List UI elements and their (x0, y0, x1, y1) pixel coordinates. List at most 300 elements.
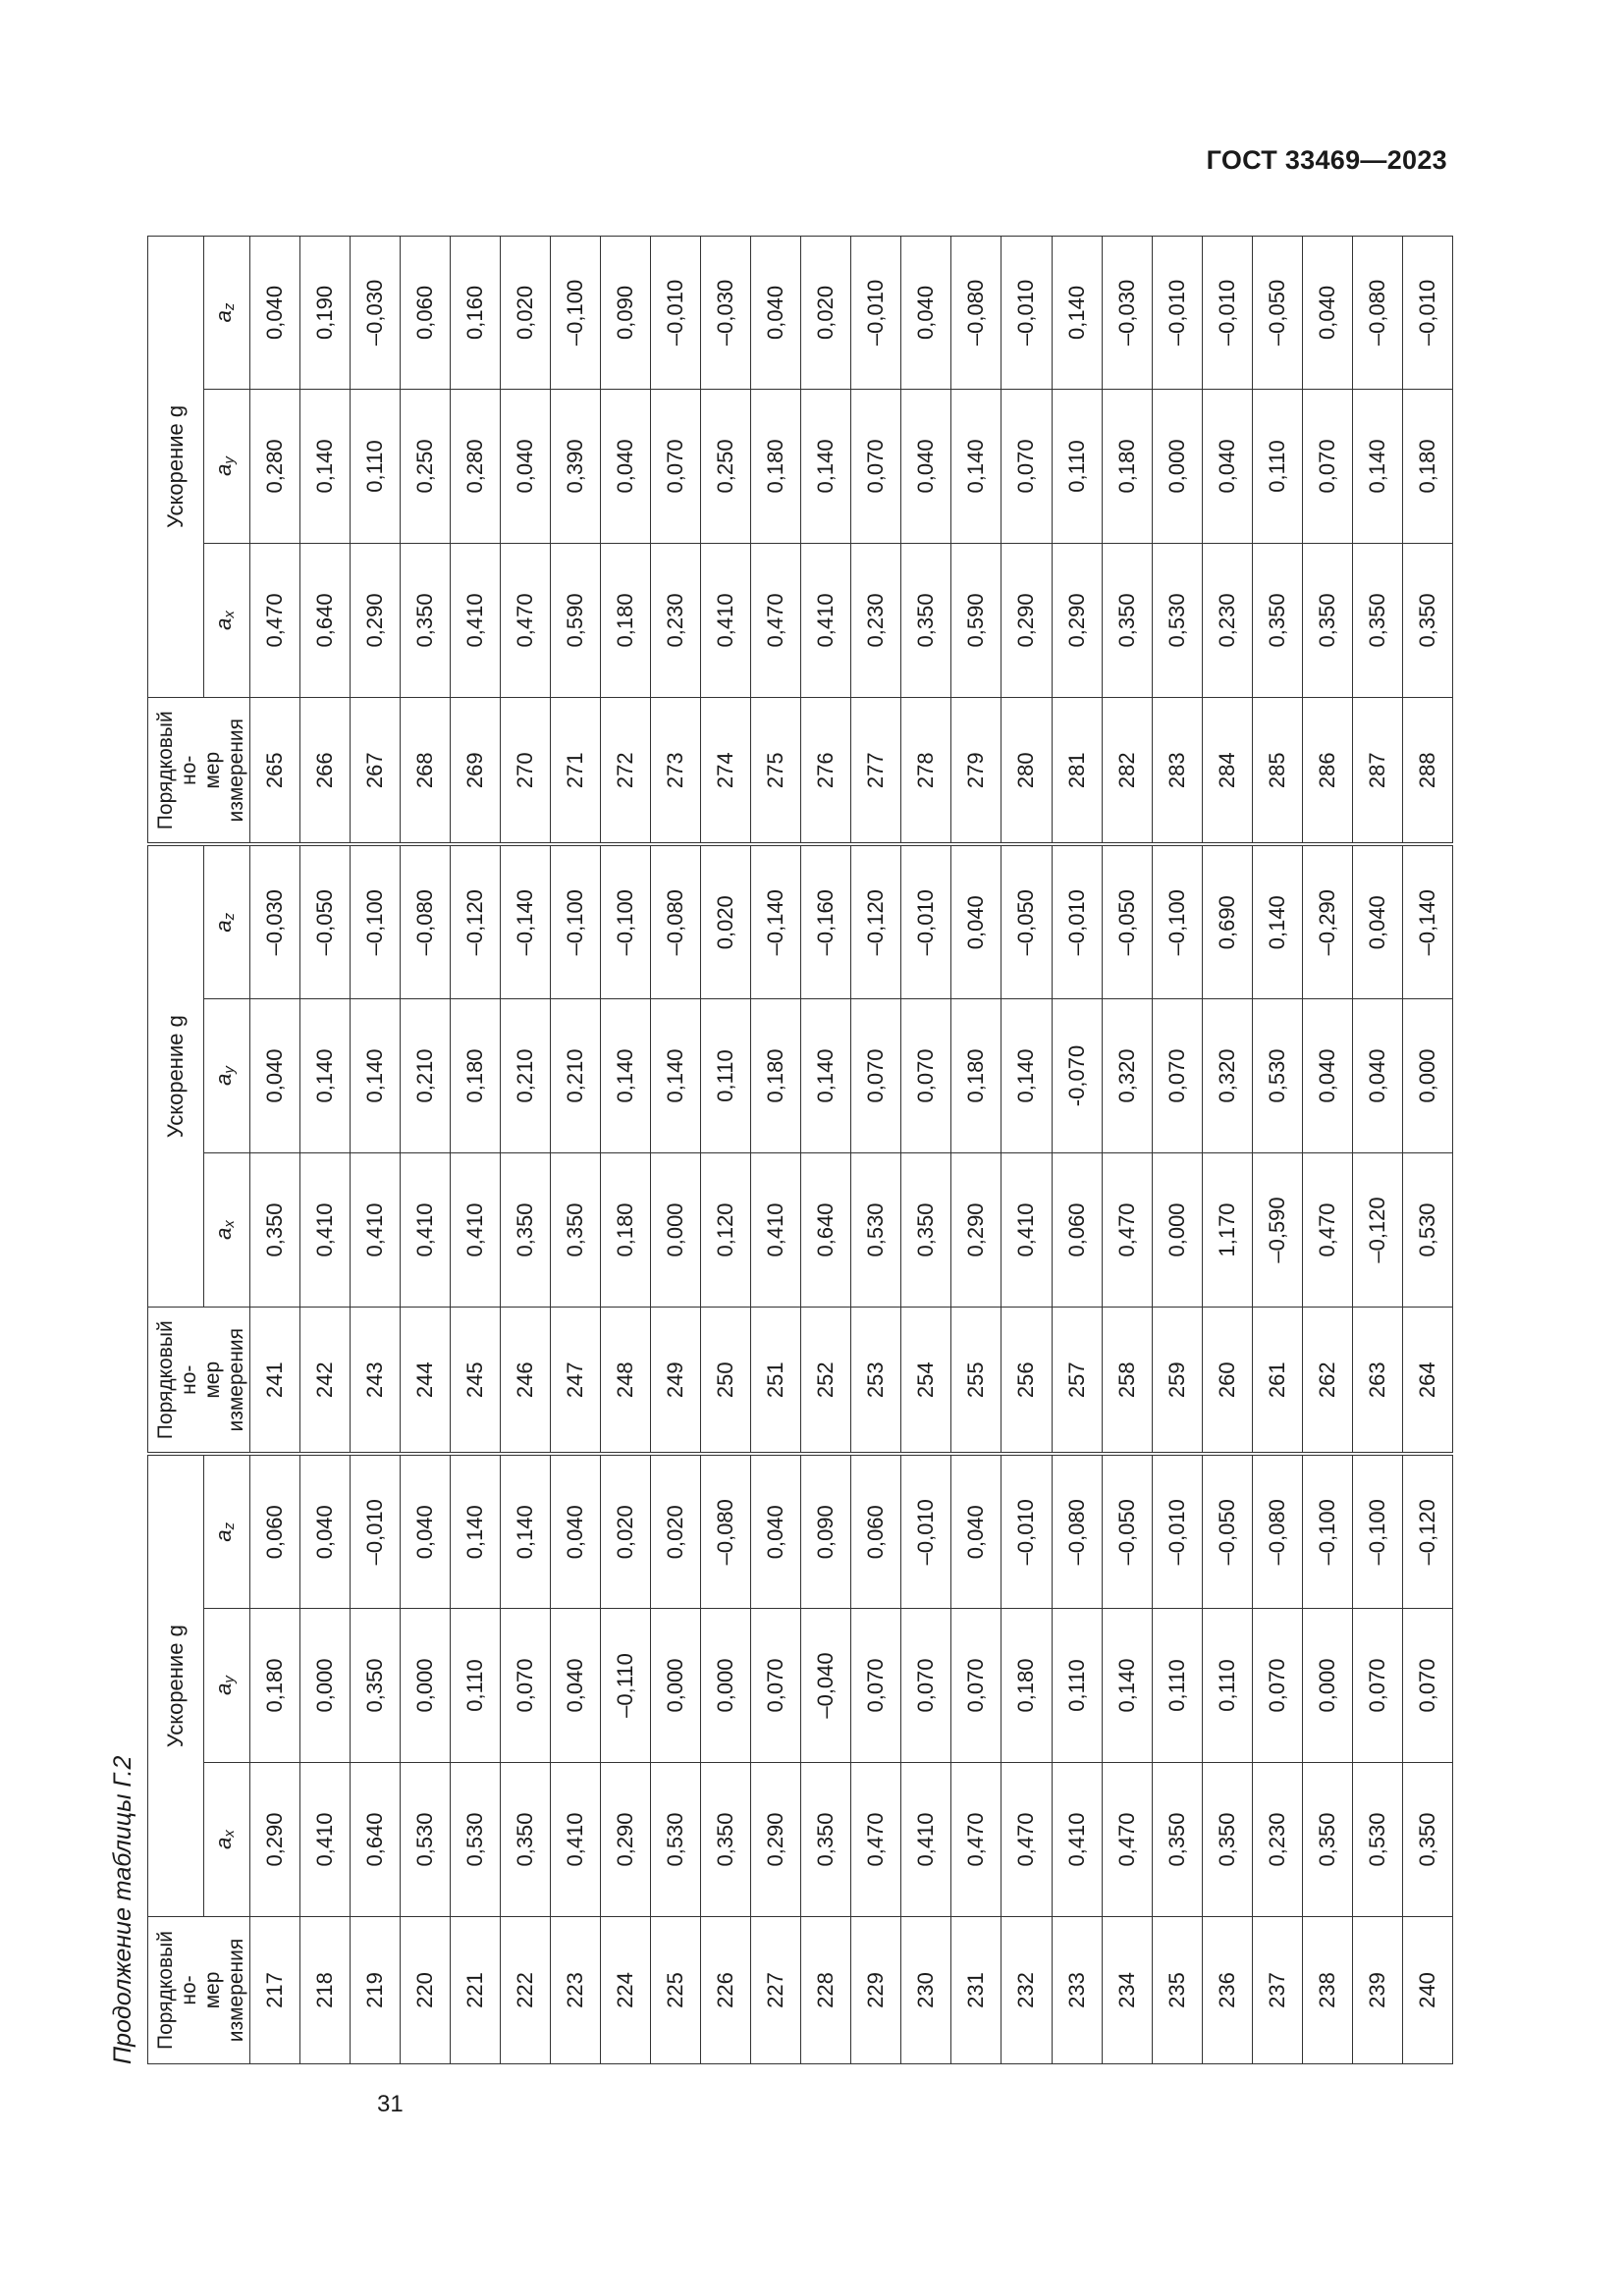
cell-ay: 0,140 (300, 389, 351, 543)
table-row (801, 236, 851, 2063)
cell-ax: 0,350 (551, 1152, 601, 1307)
cell-az: –0,050 (1102, 844, 1152, 998)
cell-az: 0,140 (501, 1454, 551, 1608)
cell-ay: 0,320 (1102, 998, 1152, 1152)
cell-measurement-number: 241 (250, 1307, 300, 1454)
cell-ax: 0,060 (1052, 1152, 1102, 1307)
table-header (148, 236, 250, 2063)
axis-index: z (221, 912, 238, 921)
cell-ax: 0,350 (901, 1152, 951, 1307)
cell-ax: 0,350 (1352, 543, 1402, 697)
axis-index: y (221, 1676, 238, 1683)
table-row (1052, 236, 1102, 2063)
axis-symbol: a (211, 1682, 236, 1695)
cell-ay: 0,180 (1001, 1609, 1052, 1763)
cell-az: –0,080 (701, 1454, 751, 1608)
cell-ax: 0,180 (601, 543, 651, 697)
cell-ax: 0,350 (501, 1152, 551, 1307)
cell-measurement-number: 260 (1202, 1307, 1252, 1454)
table-row (951, 236, 1001, 2063)
cell-measurement-number: 218 (300, 1917, 351, 2064)
cell-az: 0,060 (401, 236, 451, 389)
cell-ay: –0,040 (801, 1609, 851, 1763)
cell-az: 0,140 (1252, 844, 1302, 998)
cell-ay: 0,180 (1102, 389, 1152, 543)
cell-measurement-number: 268 (401, 697, 451, 844)
cell-az: –0,100 (601, 844, 651, 998)
cell-measurement-number: 288 (1402, 697, 1452, 844)
cell-measurement-number: 263 (1352, 1307, 1402, 1454)
cell-measurement-number: 262 (1302, 1307, 1352, 1454)
cell-ay: 0,280 (451, 389, 501, 543)
cell-ax: 0,590 (951, 543, 1001, 697)
table-row (451, 236, 501, 2063)
cell-measurement-number: 287 (1352, 697, 1402, 844)
cell-ax: 0,410 (451, 1152, 501, 1307)
cell-az: –0,140 (751, 844, 801, 998)
cell-ax: 0,230 (851, 543, 901, 697)
cell-az: –0,140 (1402, 844, 1452, 998)
cell-ay: 0,250 (701, 389, 751, 543)
cell-ay: 0,000 (651, 1609, 701, 1763)
cell-measurement-number: 243 (351, 1307, 401, 1454)
cell-ax: 0,350 (1102, 543, 1152, 697)
cell-ay: 0,140 (651, 998, 701, 1152)
cell-ax: 0,350 (1302, 1763, 1352, 1917)
cell-ay: 0,070 (1402, 1609, 1452, 1763)
cell-ax: 0,530 (1402, 1152, 1452, 1307)
cell-az: 0,020 (801, 236, 851, 389)
cell-measurement-number: 238 (1302, 1917, 1352, 2064)
cell-measurement-number: 234 (1102, 1917, 1152, 2064)
cell-ax: 0,640 (351, 1763, 401, 1917)
table-row (1202, 236, 1252, 2063)
cell-ax: 0,350 (1202, 1763, 1252, 1917)
cell-ax: 0,640 (801, 1152, 851, 1307)
cell-measurement-number: 259 (1152, 1307, 1202, 1454)
cell-ay: 0,210 (401, 998, 451, 1152)
cell-ay: 0,110 (351, 389, 401, 543)
cell-measurement-number: 229 (851, 1917, 901, 2064)
cell-ax: 0,530 (851, 1152, 901, 1307)
cell-ax: 0,290 (1052, 543, 1102, 697)
cell-ay: 0,110 (1052, 389, 1102, 543)
axis-symbol: a (211, 1227, 236, 1240)
cell-ay: –0,110 (601, 1609, 651, 1763)
cell-ay: 0,070 (901, 998, 951, 1152)
cell-az: –0,010 (1202, 236, 1252, 389)
cell-ay: 0,140 (1352, 389, 1402, 543)
axis-index: x (221, 1220, 238, 1228)
cell-az: –0,030 (1102, 236, 1152, 389)
cell-measurement-number: 231 (951, 1917, 1001, 2064)
axis-index: y (221, 456, 238, 464)
cell-ax: 0,530 (1352, 1763, 1402, 1917)
cell-ay: 0,140 (1001, 998, 1052, 1152)
cell-ay: 0,110 (1202, 1609, 1252, 1763)
cell-ay: 0,180 (451, 998, 501, 1152)
cell-ax: 0,530 (451, 1763, 501, 1917)
cell-ax: 0,470 (1001, 1763, 1052, 1917)
cell-ax: 0,350 (701, 1763, 751, 1917)
cell-ay: 0,070 (951, 1609, 1001, 1763)
axis-index: x (221, 611, 238, 618)
cell-measurement-number: 236 (1202, 1917, 1252, 2064)
table-row (751, 236, 801, 2063)
cell-ax: 0,410 (901, 1763, 951, 1917)
cell-ax: 0,350 (1302, 543, 1352, 697)
cell-az: –0,050 (1202, 1454, 1252, 1608)
cell-measurement-number: 240 (1402, 1917, 1452, 2064)
cell-ay: 0,140 (351, 998, 401, 1152)
cell-measurement-number: 269 (451, 697, 501, 844)
cell-measurement-number: 233 (1052, 1917, 1102, 2064)
cell-ax: 1,170 (1202, 1152, 1252, 1307)
cell-az: 0,040 (751, 236, 801, 389)
cell-ax: 0,640 (300, 543, 351, 697)
cell-az: 0,060 (250, 1454, 300, 1608)
cell-measurement-number: 267 (351, 697, 401, 844)
cell-measurement-number: 251 (751, 1307, 801, 1454)
cell-measurement-number: 235 (1152, 1917, 1202, 2064)
cell-ay: 0,110 (1152, 1609, 1202, 1763)
cell-az: –0,010 (1052, 844, 1102, 998)
table-row (601, 236, 651, 2063)
cell-az: 0,020 (651, 1454, 701, 1608)
cell-measurement-number: 220 (401, 1917, 451, 2064)
cell-ax: 0,290 (951, 1152, 1001, 1307)
header-measurement-number: Порядковый но- мер измерения (148, 697, 250, 844)
cell-az: –0,010 (651, 236, 701, 389)
cell-ay: 0,110 (701, 998, 751, 1152)
cell-ax: 0,350 (901, 543, 951, 697)
header-axis-ay (204, 389, 250, 543)
cell-ay: 0,390 (551, 389, 601, 543)
cell-measurement-number: 244 (401, 1307, 451, 1454)
cell-ax: 0,000 (651, 1152, 701, 1307)
cell-ay: 0,040 (1352, 998, 1402, 1152)
axis-index: z (221, 302, 238, 311)
cell-ax: 0,290 (601, 1763, 651, 1917)
cell-az: –0,120 (851, 844, 901, 998)
cell-measurement-number: 285 (1252, 697, 1302, 844)
cell-measurement-number: 223 (551, 1917, 601, 2064)
cell-az: 0,040 (401, 1454, 451, 1608)
table-row (351, 236, 401, 2063)
cell-az: 0,160 (451, 236, 501, 389)
cell-measurement-number: 222 (501, 1917, 551, 2064)
cell-az: 0,040 (1302, 236, 1352, 389)
cell-measurement-number: 254 (901, 1307, 951, 1454)
cell-az: 0,040 (1352, 844, 1402, 998)
cell-measurement-number: 232 (1001, 1917, 1052, 2064)
header-measurement-number: Порядковый но- мер измерения (148, 1307, 250, 1454)
cell-ay: 0,040 (250, 998, 300, 1152)
cell-ay: 0,070 (851, 1609, 901, 1763)
cell-ay: 0,210 (501, 998, 551, 1152)
table-row (551, 236, 601, 2063)
cell-ay: 0,180 (751, 389, 801, 543)
cell-ax: 0,290 (250, 1763, 300, 1917)
cell-ax: 0,350 (1152, 1763, 1202, 1917)
cell-ax: 0,470 (751, 543, 801, 697)
table-row (1352, 236, 1402, 2063)
cell-az: –0,100 (1352, 1454, 1402, 1608)
cell-ay: 0,070 (851, 998, 901, 1152)
cell-ax: 0,410 (751, 1152, 801, 1307)
table-row (501, 236, 551, 2063)
cell-az: –0,160 (801, 844, 851, 998)
table-row (401, 236, 451, 2063)
cell-ax: 0,350 (401, 543, 451, 697)
cell-az: 0,020 (701, 844, 751, 998)
cell-ay: 0,000 (1152, 389, 1202, 543)
cell-az: 0,020 (501, 236, 551, 389)
cell-az: 0,040 (951, 844, 1001, 998)
cell-ay: 0,040 (901, 389, 951, 543)
cell-measurement-number: 253 (851, 1307, 901, 1454)
cell-measurement-number: 276 (801, 697, 851, 844)
cell-ay: 0,140 (300, 998, 351, 1152)
cell-az: –0,030 (351, 236, 401, 389)
cell-measurement-number: 275 (751, 697, 801, 844)
cell-ay: 0,070 (1001, 389, 1052, 543)
cell-ay: 0,140 (1102, 1609, 1152, 1763)
cell-az: –0,080 (951, 236, 1001, 389)
cell-az: –0,120 (1402, 1454, 1452, 1608)
cell-az: –0,100 (551, 844, 601, 998)
cell-ay: 0,180 (951, 998, 1001, 1152)
cell-measurement-number: 281 (1052, 697, 1102, 844)
axis-symbol: a (211, 310, 236, 323)
cell-az: –0,120 (451, 844, 501, 998)
cell-ax: 0,290 (751, 1763, 801, 1917)
axis-symbol: a (211, 1073, 236, 1086)
cell-ax: 0,120 (701, 1152, 751, 1307)
cell-measurement-number: 246 (501, 1307, 551, 1454)
cell-measurement-number: 219 (351, 1917, 401, 2064)
cell-ax: 0,230 (651, 543, 701, 697)
cell-ay: 0,070 (751, 1609, 801, 1763)
cell-ax: 0,350 (801, 1763, 851, 1917)
cell-ax: 0,590 (551, 543, 601, 697)
cell-az: 0,140 (1052, 236, 1102, 389)
table-row (1402, 236, 1452, 2063)
cell-ay: 0,110 (1252, 389, 1302, 543)
rotated-table-area (108, 237, 1453, 2064)
cell-ay: 0,040 (551, 1609, 601, 1763)
table-row (1102, 236, 1152, 2063)
cell-az: –0,100 (1302, 1454, 1352, 1608)
axis-symbol: a (211, 463, 236, 476)
cell-measurement-number: 239 (1352, 1917, 1402, 2064)
table-row (300, 236, 351, 2063)
cell-ax: 0,470 (951, 1763, 1001, 1917)
cell-az: –0,030 (701, 236, 751, 389)
axis-symbol: a (211, 1529, 236, 1542)
cell-ay: 0,000 (300, 1609, 351, 1763)
cell-ax: 0,350 (250, 1152, 300, 1307)
cell-measurement-number: 278 (901, 697, 951, 844)
cell-az: 0,060 (851, 1454, 901, 1608)
cell-measurement-number: 256 (1001, 1307, 1052, 1454)
cell-ax: 0,410 (701, 543, 751, 697)
cell-az: –0,100 (1152, 844, 1202, 998)
cell-ax: 0,530 (651, 1763, 701, 1917)
cell-measurement-number: 242 (300, 1307, 351, 1454)
axis-symbol: a (211, 1837, 236, 1849)
table-row (1252, 236, 1302, 2063)
cell-ax: 0,410 (801, 543, 851, 697)
cell-ay: 0,320 (1202, 998, 1252, 1152)
cell-measurement-number: 272 (601, 697, 651, 844)
cell-ax: 0,290 (1001, 543, 1052, 697)
cell-ay: 0,140 (951, 389, 1001, 543)
table-row (901, 236, 951, 2063)
cell-ay: 0,280 (250, 389, 300, 543)
cell-ax: 0,290 (351, 543, 401, 697)
cell-measurement-number: 270 (501, 697, 551, 844)
cell-measurement-number: 245 (451, 1307, 501, 1454)
axis-symbol: a (211, 617, 236, 630)
table-row (1152, 236, 1202, 2063)
cell-measurement-number: 255 (951, 1307, 1001, 1454)
table-row (701, 236, 751, 2063)
cell-measurement-number: 228 (801, 1917, 851, 2064)
cell-az: –0,050 (1102, 1454, 1152, 1608)
cell-ax: 0,530 (401, 1763, 451, 1917)
cell-az: 0,090 (601, 236, 651, 389)
cell-az: –0,010 (1402, 236, 1452, 389)
table-row (1302, 236, 1352, 2063)
cell-measurement-number: 274 (701, 697, 751, 844)
table-row (1001, 236, 1052, 2063)
cell-ay: 0,070 (1302, 389, 1352, 543)
cell-az: 0,040 (551, 1454, 601, 1608)
cell-az: 0,040 (300, 1454, 351, 1608)
cell-measurement-number: 265 (250, 697, 300, 844)
table-caption: Продолжение таблицы Г.2 (109, 1755, 136, 2064)
cell-az: –0,010 (851, 236, 901, 389)
cell-az: 0,040 (250, 236, 300, 389)
cell-ay: 0,000 (701, 1609, 751, 1763)
cell-ay: 0,140 (601, 998, 651, 1152)
cell-ax: 0,350 (501, 1763, 551, 1917)
cell-az: –0,080 (1352, 236, 1402, 389)
cell-ax: 0,470 (250, 543, 300, 697)
cell-ax: 0,000 (1152, 1152, 1202, 1307)
cell-az: –0,010 (901, 844, 951, 998)
data-table (147, 236, 1453, 2064)
cell-ax: 0,410 (1001, 1152, 1052, 1307)
cell-ax: 0,230 (1252, 1763, 1302, 1917)
cell-measurement-number: 286 (1302, 697, 1352, 844)
cell-az: –0,080 (1252, 1454, 1302, 1608)
cell-az: –0,010 (1001, 236, 1052, 389)
cell-ay: 0,070 (1152, 998, 1202, 1152)
cell-measurement-number: 250 (701, 1307, 751, 1454)
cell-measurement-number: 257 (1052, 1307, 1102, 1454)
document-code: ГОСТ 33469—2023 (1206, 145, 1447, 175)
cell-ay: -0,070 (1052, 998, 1102, 1152)
cell-ax: 0,350 (1402, 1763, 1452, 1917)
cell-az: –0,010 (1152, 1454, 1202, 1608)
cell-ay: 0,000 (1302, 1609, 1352, 1763)
axis-index: x (221, 1830, 238, 1838)
cell-az: 0,090 (801, 1454, 851, 1608)
cell-ax: 0,410 (401, 1152, 451, 1307)
cell-ax: 0,180 (601, 1152, 651, 1307)
cell-measurement-number: 258 (1102, 1307, 1152, 1454)
cell-measurement-number: 284 (1202, 697, 1252, 844)
header-acceleration: Ускорение g (148, 1454, 204, 1916)
cell-ay: 0,000 (401, 1609, 451, 1763)
cell-ay: 0,180 (751, 998, 801, 1152)
axis-symbol: a (211, 920, 236, 933)
cell-az: 0,190 (300, 236, 351, 389)
table-row (851, 236, 901, 2063)
cell-ay: 0,140 (801, 389, 851, 543)
cell-ay: 0,070 (851, 389, 901, 543)
cell-measurement-number: 248 (601, 1307, 651, 1454)
cell-measurement-number: 221 (451, 1917, 501, 2064)
cell-measurement-number: 252 (801, 1307, 851, 1454)
table-row (651, 236, 701, 2063)
cell-ay: 0,350 (351, 1609, 401, 1763)
cell-ax: 0,470 (851, 1763, 901, 1917)
cell-ax: 0,410 (451, 543, 501, 697)
cell-measurement-number: 261 (1252, 1307, 1302, 1454)
cell-measurement-number: 227 (751, 1917, 801, 2064)
cell-measurement-number: 226 (701, 1917, 751, 2064)
cell-az: –0,010 (1152, 236, 1202, 389)
cell-ax: 0,470 (501, 543, 551, 697)
cell-ay: 0,070 (1252, 1609, 1302, 1763)
cell-ax: –0,120 (1352, 1152, 1402, 1307)
cell-measurement-number: 225 (651, 1917, 701, 2064)
cell-measurement-number: 273 (651, 697, 701, 844)
cell-measurement-number: 282 (1102, 697, 1152, 844)
cell-ay: 0,000 (1402, 998, 1452, 1152)
cell-az: –0,010 (901, 1454, 951, 1608)
cell-ax: –0,590 (1252, 1152, 1302, 1307)
cell-az: 0,020 (601, 1454, 651, 1608)
cell-measurement-number: 237 (1252, 1917, 1302, 2064)
header-axis-ax (204, 1763, 250, 1917)
cell-ax: 0,350 (1402, 543, 1452, 697)
cell-ay: 0,040 (501, 389, 551, 543)
header-measurement-number: Порядковый но- мер измерения (148, 1917, 250, 2064)
subheader-row (204, 236, 250, 2063)
cell-ay: 0,070 (651, 389, 701, 543)
cell-az: –0,050 (300, 844, 351, 998)
cell-ax: 0,410 (300, 1763, 351, 1917)
cell-measurement-number: 266 (300, 697, 351, 844)
cell-az: –0,290 (1302, 844, 1352, 998)
cell-ay: 0,040 (1202, 389, 1252, 543)
cell-measurement-number: 280 (1001, 697, 1052, 844)
cell-measurement-number: 279 (951, 697, 1001, 844)
cell-ax: 0,350 (1252, 543, 1302, 697)
cell-az: –0,050 (1001, 844, 1052, 998)
header-axis-az (204, 844, 250, 998)
cell-az: 0,040 (751, 1454, 801, 1608)
header-axis-ay (204, 998, 250, 1152)
cell-ay: 0,110 (451, 1609, 501, 1763)
cell-az: –0,010 (351, 1454, 401, 1608)
cell-ax: 0,410 (551, 1763, 601, 1917)
cell-measurement-number: 271 (551, 697, 601, 844)
